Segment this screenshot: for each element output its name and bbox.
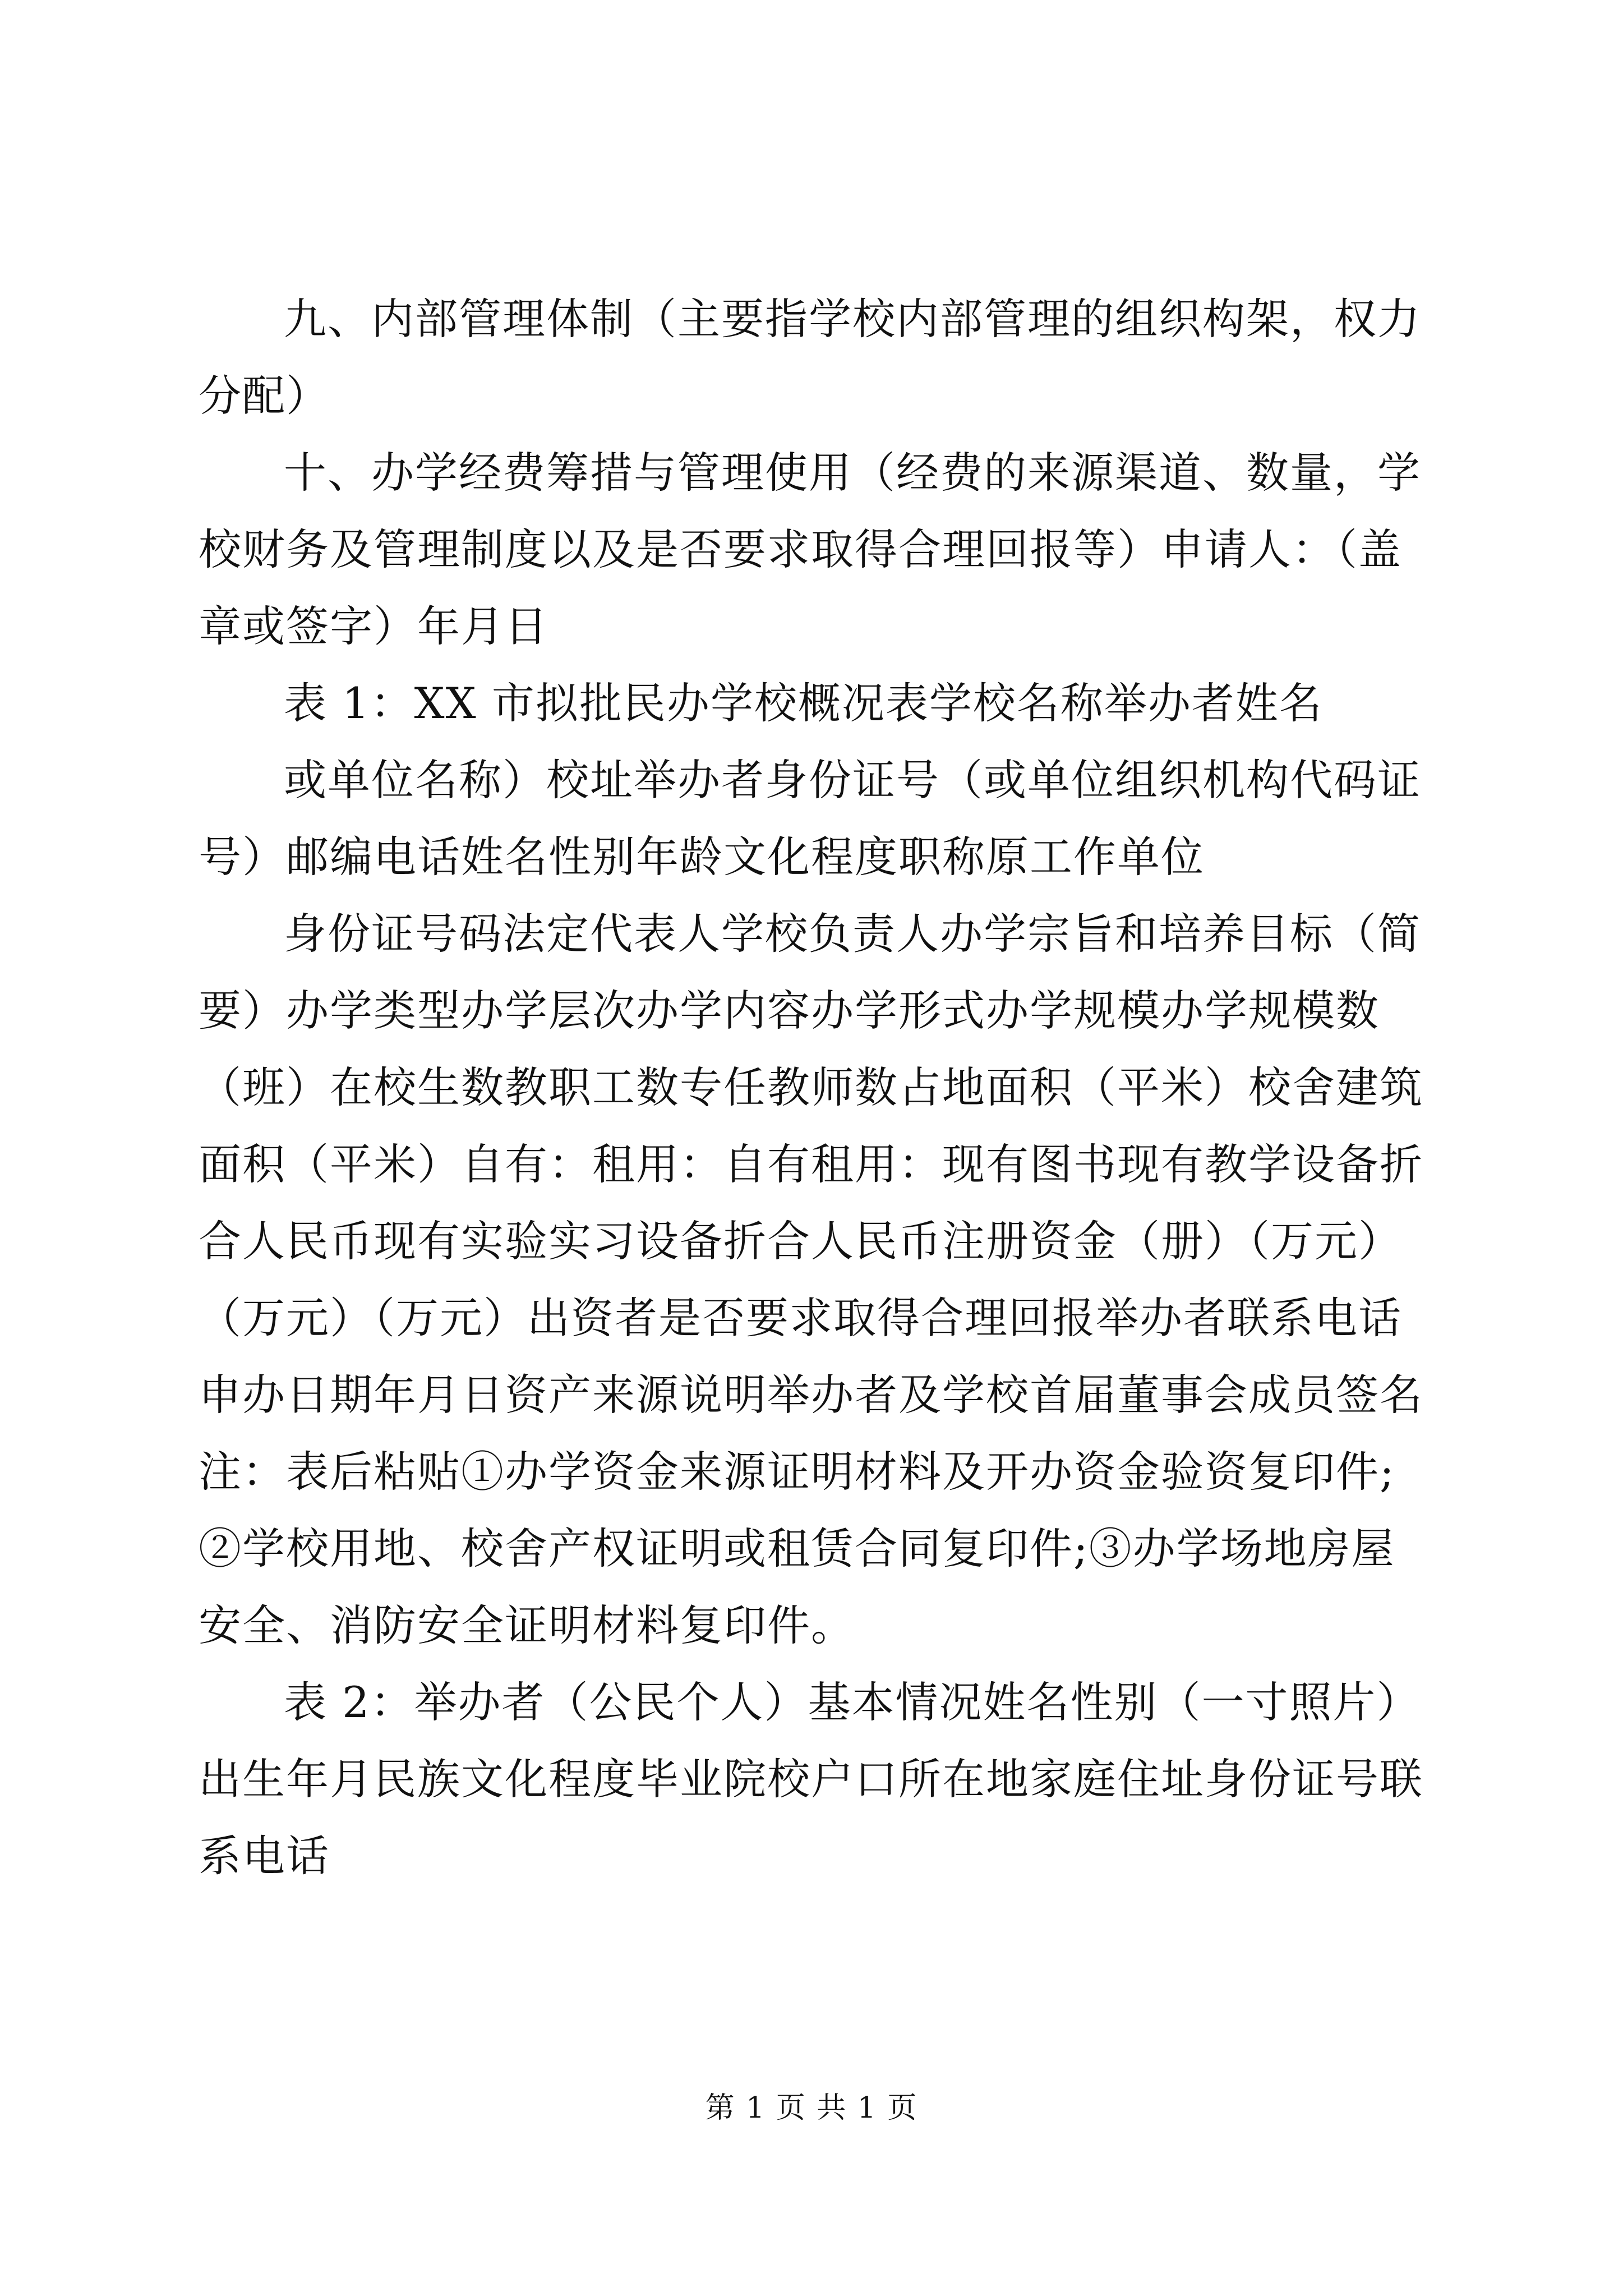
paragraph-internal-management: 九、内部管理体制（主要指学校内部管理的组织构架，权力分配） [199, 294, 1421, 421]
page-footer: 第 1 页 共 1 页 [705, 2091, 918, 2125]
paragraph-table1-fields-b: 身份证号码法定代表人学校负责人办学宗旨和培养目标（简要）办学类型办学层次办学内容办学形式办学规模办学规模数（班）在校生数教职工数专任教师数占地面积（平米）校舍建筑面积（平米）自有：租用：自有租用：现有图书现有教学设备折合人民币现有实验实习设备折合人民币注册资金（册）（万元）（万元）（万元）出资者是否要求取得合理回报举办者联系电话申办日期年月日资产来源说明举办者及学校首届董事会成员签名注：表后粘贴①办学资金来源证明材料及开办资金验资复印件;②学校用地、校舍产权证明或租赁合同复印件;③办学场地房屋安全、消防安全证明材料复印件。 [199, 909, 1423, 1650]
paragraph-table2: 表 2：举办者（公民个人）基本情况姓名性别（一寸照片）出生年月民族文化程度毕业院校户口所在地家庭住址身份证号联系电话 [199, 1677, 1423, 1881]
document-body [199, 280, 1423, 1894]
paragraph-table1-fields-a: 或单位名称）校址举办者身份证号（或单位组织机构代码证号）邮编电话姓名性别年龄文化程度职称原工作单位 [199, 755, 1421, 882]
paragraph-table1-title: 表 1：XX 市拟批民办学校概况表学校名称举办者姓名 [284, 678, 1323, 728]
paragraph-funding: 十、办学经费筹措与管理使用（经费的来源渠道、数量，学校财务及管理制度以及是否要求取得合理回报等）申请人：（盖章或签字）年月日 [199, 448, 1421, 651]
